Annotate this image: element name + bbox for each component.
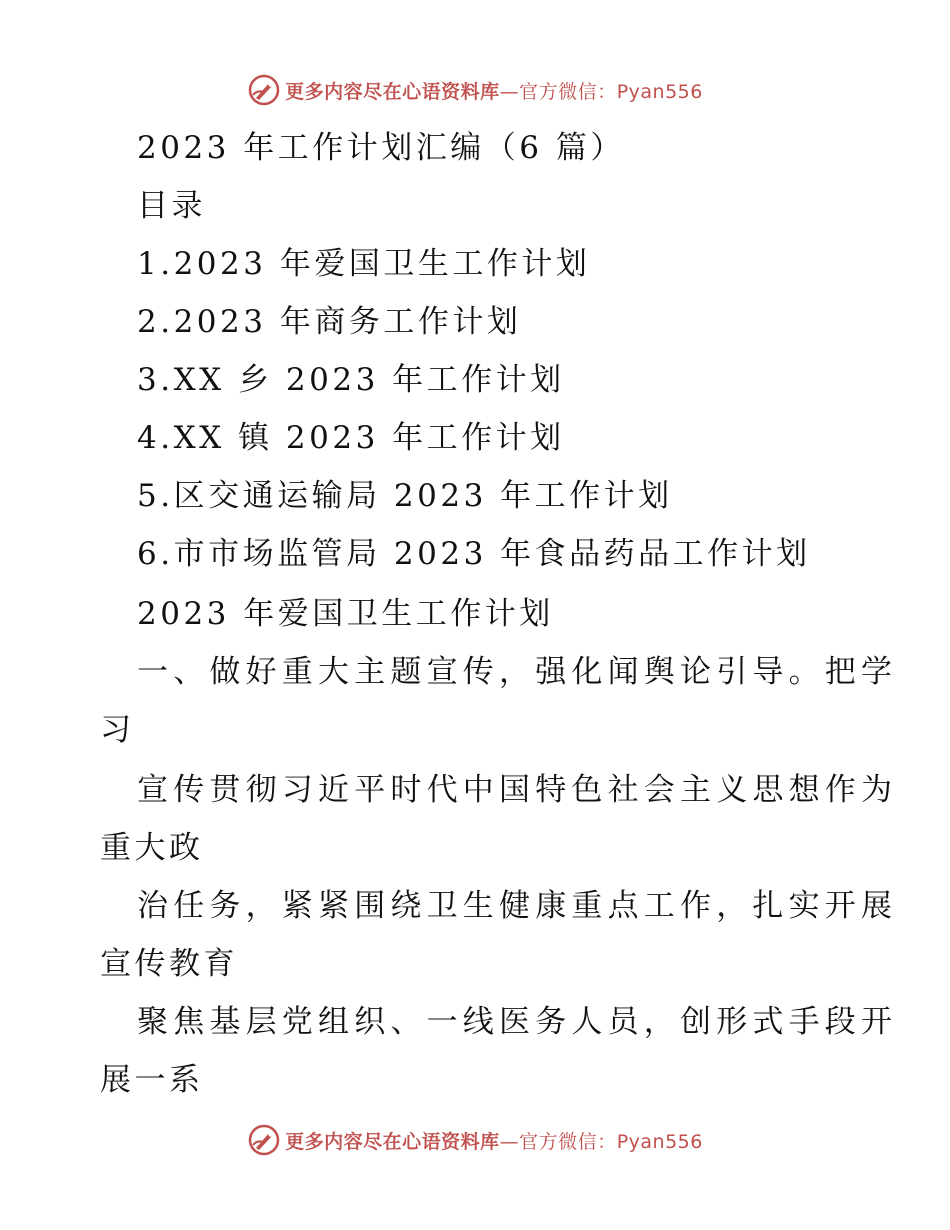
- document-title: 2023 年工作计划汇编（6 篇）: [137, 130, 625, 166]
- toc-item: 2.2023 年商务工作计划: [137, 304, 522, 340]
- toc-item: 4.XX 镇 2023 年工作计划: [137, 420, 565, 456]
- paragraph-line: 宣传贯彻习近平时代中国特色社会主义思想作为: [137, 772, 898, 808]
- section-title: 2023 年爱国卫生工作计划: [137, 596, 554, 632]
- footer-watermark: [0, 1118, 950, 1162]
- paragraph-line: 习: [100, 712, 135, 748]
- paragraph-line: 重大政: [100, 830, 204, 866]
- watermark-text: 更多内容尽在心语资料库—官方微信：Pyan556: [285, 1130, 703, 1153]
- watermark-text: 更多内容尽在心语资料库—官方微信：Pyan556: [285, 80, 703, 103]
- toc-item: 5.区交通运输局 2023 年工作计划: [137, 478, 673, 514]
- pen-nib-logo-icon: [247, 1123, 281, 1157]
- toc-heading: 目录: [137, 188, 206, 224]
- paragraph-line: 治任务，紧紧围绕卫生健康重点工作，扎实开展: [137, 888, 898, 924]
- paragraph-line: 一、做好重大主题宣传，强化闻舆论引导。把学: [137, 654, 898, 690]
- paragraph-line: 聚焦基层党组织、一线医务人员，创形式手段开: [137, 1004, 898, 1040]
- toc-item: 3.XX 乡 2023 年工作计划: [137, 362, 565, 398]
- paragraph-line: 展一系: [100, 1062, 204, 1098]
- toc-item: 6.市市场监管局 2023 年食品药品工作计划: [137, 536, 811, 572]
- header-watermark: [0, 68, 950, 112]
- paragraph-line: 宣传教育: [100, 946, 238, 982]
- pen-nib-logo-icon: [247, 73, 281, 107]
- toc-item: 1.2023 年爱国卫生工作计划: [137, 246, 591, 282]
